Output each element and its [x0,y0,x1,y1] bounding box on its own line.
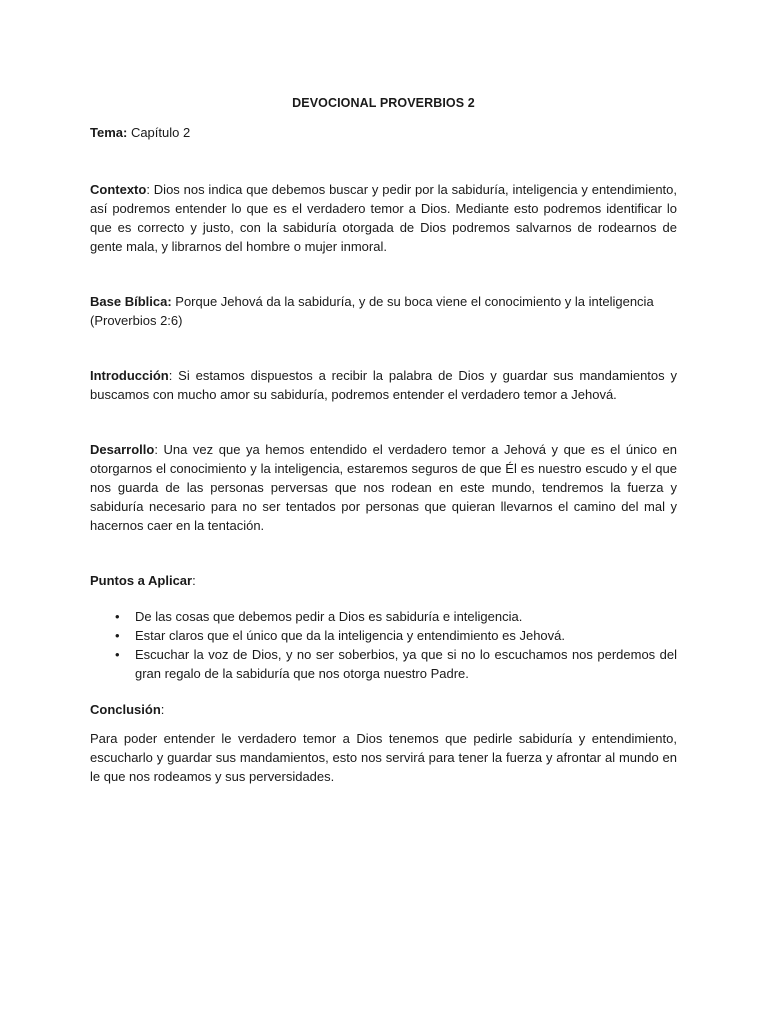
desarrollo-text: : Una vez que ya hemos entendido el verdadero temor a Jehová y que es el único en otorgarnos el conocimiento y la inteligencia, estaremos seguros de que Él es nuestro escudo y el que nos guarda de las personas perversas que nos rodean en este mundo, tendremos la fuerza y sabiduría necesario para no ser tentados por personas que quieran llevarnos el camino del mal y hacernos caer en la tentación. [90,442,677,533]
base-biblica-text: Porque Jehová da la sabiduría, y de su boca viene el conocimiento y la inteligencia (Proverbios 2:6) [90,294,654,328]
bullet-icon: • [115,628,120,643]
introduccion-text: : Si estamos dispuestos a recibir la palabra de Dios y guardar sus mandamientos y buscamos con mucho amor su sabiduría, podremos entender el verdadero temor a Jehová. [90,368,677,402]
bullet-icon: • [115,647,120,662]
list-item [90,607,677,626]
list-item-text: Estar claros que el único que da la inteligencia y entendimiento es Jehová. [135,628,565,643]
list-item-text: Escuchar la voz de Dios, y no ser soberbios, ya que si no lo escuchamos nos perdemos del gran regalo de la sabiduría que nos otorga nuestro Padre. [135,647,677,681]
document-title: DEVOCIONAL PROVERBIOS 2 [292,96,475,110]
base-biblica-paragraph [90,292,677,330]
list-item-text: De las cosas que debemos pedir a Dios es sabiduría e inteligencia. [135,609,523,624]
puntos-label: Puntos a Aplicar [90,573,193,588]
tema-line [90,123,677,142]
conclusion-heading [90,700,677,719]
puntos-heading [90,571,677,590]
desarrollo-paragraph [90,440,677,535]
document-page [90,94,677,786]
contexto-paragraph [90,180,677,256]
conclusion-label: Conclusión [90,702,161,717]
tema-label: Tema: [90,125,128,140]
tema-text: Capítulo 2 [127,125,191,140]
base-biblica-label: Base Bíblica: [90,294,172,309]
puntos-suffix: : [192,573,196,588]
desarrollo-label: Desarrollo [90,442,155,457]
conclusion-suffix: : [160,702,165,717]
contexto-label: Contexto [90,182,147,197]
list-item [90,645,677,683]
list-item [90,626,677,645]
conclusion-paragraph: Para poder entender le verdadero temor a Dios tenemos que pedirle sabiduría y entendimiento, escucharlo y guardar sus mandamientos, esto nos servirá para tener la fuerza y afrontar al mundo en le que nos rodeamos y sus perversidades. [90,731,677,784]
introduccion-paragraph [90,366,677,404]
puntos-list [90,607,677,683]
contexto-text: : Dios nos indica que debemos buscar y pedir por la sabiduría, inteligencia y entendimiento, así podremos entender lo que es el verdadero temor a Dios. Mediante esto podremos identificar lo que es correcto y justo, con la sabiduría otorgada de Dios podremos salvarnos de rodearnos de gente mala, y librarnos del hombre o mujer inmoral. [90,182,677,254]
introduccion-label: Introducción [90,368,169,383]
bullet-icon: • [115,609,120,624]
